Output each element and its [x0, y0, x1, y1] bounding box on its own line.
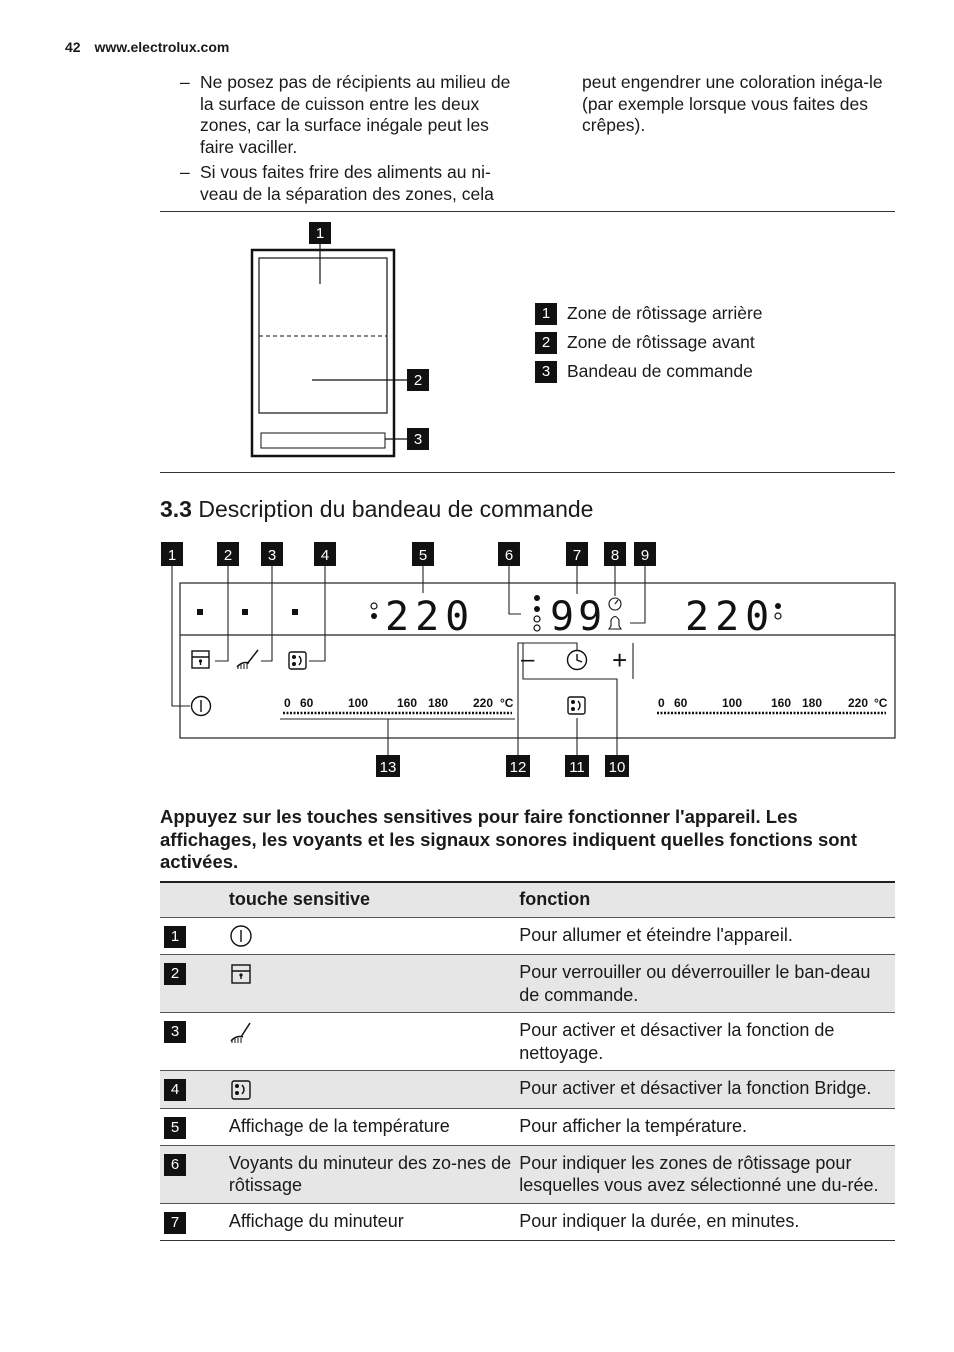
table-header-sensor: touche sensitive	[225, 882, 515, 918]
timer-plus-button[interactable]: +	[612, 645, 628, 675]
callout-label: 2	[223, 547, 233, 564]
temperature-display-left: 220	[385, 594, 476, 640]
row-number-cell	[160, 955, 225, 1013]
table-row	[160, 1108, 895, 1145]
callout-label: 1	[167, 547, 177, 564]
callout-label: 3	[267, 547, 277, 564]
zone-indicator	[242, 609, 248, 615]
lock-icon	[229, 962, 255, 986]
table-header-row	[160, 882, 895, 918]
sensor-cell: Affichage du minuteur	[225, 1203, 515, 1240]
row-number-cell	[160, 1108, 225, 1145]
indicator-light	[371, 603, 377, 609]
row-number-cell	[160, 1145, 225, 1203]
callout-6	[498, 542, 520, 566]
function-cell: Pour afficher la température.	[515, 1108, 895, 1145]
lock-sensor-icon[interactable]	[192, 651, 209, 668]
sensor-cell: Affichage de la température	[225, 1108, 515, 1145]
table-header-function: fonction	[515, 882, 895, 918]
timer-minus-button[interactable]: –	[521, 646, 535, 673]
page-number: 42	[65, 39, 81, 55]
legend-number: 1	[535, 303, 557, 325]
callout-label: 5	[418, 547, 428, 564]
scale-label: 220	[473, 696, 494, 710]
sensor-cell	[225, 918, 515, 955]
callout-label: 2	[413, 372, 423, 389]
callout-label: 3	[413, 431, 423, 448]
scale-label: 180	[802, 696, 823, 710]
sensor-cell	[225, 1071, 515, 1108]
cleaning-icon	[229, 1020, 255, 1044]
callout-label: 4	[320, 547, 330, 564]
table-header-number	[160, 882, 225, 918]
timer-zone-light	[534, 595, 540, 601]
sensor-function-table	[160, 881, 895, 1241]
legend-number: 2	[535, 332, 557, 354]
scale-label: 60	[300, 696, 314, 710]
callout-9	[634, 542, 656, 566]
function-cell: Pour activer et désactiver la fonction de nettoyage.	[515, 1013, 895, 1071]
figure-legend	[535, 299, 763, 386]
bullet-text: Si vous faites frire des aliments au ni-veau de la séparation des zones, cela	[200, 162, 494, 204]
section-number: 3.3	[160, 496, 192, 522]
sensor-cell	[225, 1013, 515, 1071]
timer-display: 99	[550, 594, 607, 640]
control-panel-outline	[261, 433, 385, 448]
timer-zone-light	[534, 606, 540, 612]
row-number-cell	[160, 1203, 225, 1240]
row-number: 2	[164, 963, 186, 985]
indicator-light	[371, 613, 377, 619]
bullet-text: Ne posez pas de récipients au milieu de la surface de cuisson entre les deux zones, car la surface inégale peut les faire vaciller.	[200, 72, 511, 157]
function-cell: Pour indiquer la durée, en minutes.	[515, 1203, 895, 1240]
callout-4	[314, 542, 336, 566]
section-heading	[160, 496, 593, 523]
timer-clock-icon[interactable]	[568, 651, 587, 670]
sensor-cell: Voyants du minuteur des zo-nes de rôtissage	[225, 1145, 515, 1203]
control-panel-diagram	[150, 538, 904, 783]
row-number: 5	[164, 1117, 186, 1139]
scale-label: 160	[397, 696, 418, 710]
scale-label: 100	[348, 696, 369, 710]
legend-item	[535, 328, 763, 357]
zone-indicator	[197, 609, 203, 615]
power-sensor-icon[interactable]	[192, 697, 211, 716]
legend-label: Bandeau de commande	[567, 361, 753, 381]
scale-label: 220	[848, 696, 869, 710]
scale-unit: °C	[874, 696, 888, 710]
scale-label: 60	[674, 696, 688, 710]
callout-7	[566, 542, 588, 566]
row-number-cell	[160, 1013, 225, 1071]
website-link[interactable]: www.electrolux.com	[94, 39, 230, 55]
sensor-cell	[225, 955, 515, 1013]
callout-label: 6	[504, 547, 514, 564]
callout-13	[376, 755, 400, 777]
callout-1	[161, 542, 183, 566]
row-number: 6	[164, 1154, 186, 1176]
row-number-cell	[160, 1071, 225, 1108]
function-cell: Pour activer et désactiver la fonction Bridge.	[515, 1071, 895, 1108]
row-number-cell	[160, 918, 225, 955]
bullet-item	[180, 72, 520, 158]
callout-label: 13	[379, 759, 397, 776]
timer-zone-light	[534, 616, 540, 622]
temperature-slider-left[interactable]	[283, 696, 514, 713]
callout-label: 11	[569, 759, 585, 776]
callout-label: 9	[640, 547, 650, 564]
intro-paragraph: Appuyez sur les touches sensitives pour faire fonctionner l'appareil. Les affichages, les voyants et les signaux sonores indiquent quelles fonctions sont activées.	[160, 806, 857, 872]
callout-12	[506, 755, 530, 777]
function-cell: Pour indiquer les zones de rôtissage pour lesquelles vous avez sélectionné une du-rée.	[515, 1145, 895, 1203]
row-number: 7	[164, 1212, 186, 1234]
table-row	[160, 1145, 895, 1203]
zone-indicator	[292, 609, 298, 615]
temperature-display-right: 220	[685, 594, 776, 640]
scale-label: 100	[722, 696, 743, 710]
callout-label: 8	[610, 547, 620, 564]
bridge-sensor-icon[interactable]	[289, 652, 306, 669]
hob-top-diagram	[240, 218, 440, 463]
section-title: Description du bandeau de commande	[198, 496, 594, 522]
indicator-light	[775, 613, 781, 619]
callout-8	[604, 542, 626, 566]
bullet-dash: –	[180, 72, 190, 92]
scale-label: 180	[428, 696, 449, 710]
temperature-slider-right[interactable]	[657, 696, 888, 713]
callout-10	[605, 755, 629, 777]
legend-item	[535, 357, 763, 386]
clock-indicator-icon	[609, 598, 621, 610]
callout-11	[565, 755, 589, 777]
hob-outline	[252, 250, 394, 456]
divider	[160, 472, 895, 473]
table-row	[160, 955, 895, 1013]
callout-label: 7	[572, 547, 582, 564]
table-row	[160, 1013, 895, 1071]
table-row	[160, 1203, 895, 1240]
bullet-continuation: peut engendrer une coloration inéga-le (par exemple lorsque vous faites des crêpes).	[582, 72, 883, 135]
bridge-center-icon[interactable]	[568, 697, 585, 714]
scale-label: 0	[284, 696, 291, 710]
function-cell: Pour verrouiller ou déverrouiller le ban-deau de commande.	[515, 955, 895, 1013]
legend-label: Zone de rôtissage avant	[567, 332, 755, 352]
callout-label: 10	[608, 759, 626, 776]
legend-label: Zone de rôtissage arrière	[567, 303, 763, 323]
callout-label: 12	[509, 759, 527, 776]
divider	[160, 211, 895, 212]
bullet-dash: –	[180, 162, 190, 182]
cleaning-sensor-icon[interactable]	[237, 650, 258, 669]
page-header	[65, 39, 229, 55]
row-number: 1	[164, 926, 186, 948]
bridge-icon	[229, 1078, 255, 1102]
table-row	[160, 918, 895, 955]
callout-label: 1	[315, 225, 325, 242]
scale-unit: °C	[500, 696, 514, 710]
power-icon	[229, 924, 255, 948]
bell-indicator-icon	[609, 617, 621, 630]
bullet-item	[180, 162, 520, 205]
table-row	[160, 1071, 895, 1108]
legend-item	[535, 299, 763, 328]
indicator-light	[775, 603, 781, 609]
function-cell: Pour allumer et éteindre l'appareil.	[515, 918, 895, 955]
timer-zone-light	[534, 625, 540, 631]
row-number: 3	[164, 1021, 186, 1043]
callout-2	[217, 542, 239, 566]
scale-label: 160	[771, 696, 792, 710]
callout-3	[261, 542, 283, 566]
callout-5	[412, 542, 434, 566]
row-number: 4	[164, 1079, 186, 1101]
legend-number: 3	[535, 361, 557, 383]
scale-label: 0	[658, 696, 665, 710]
bullet-list	[180, 72, 520, 209]
